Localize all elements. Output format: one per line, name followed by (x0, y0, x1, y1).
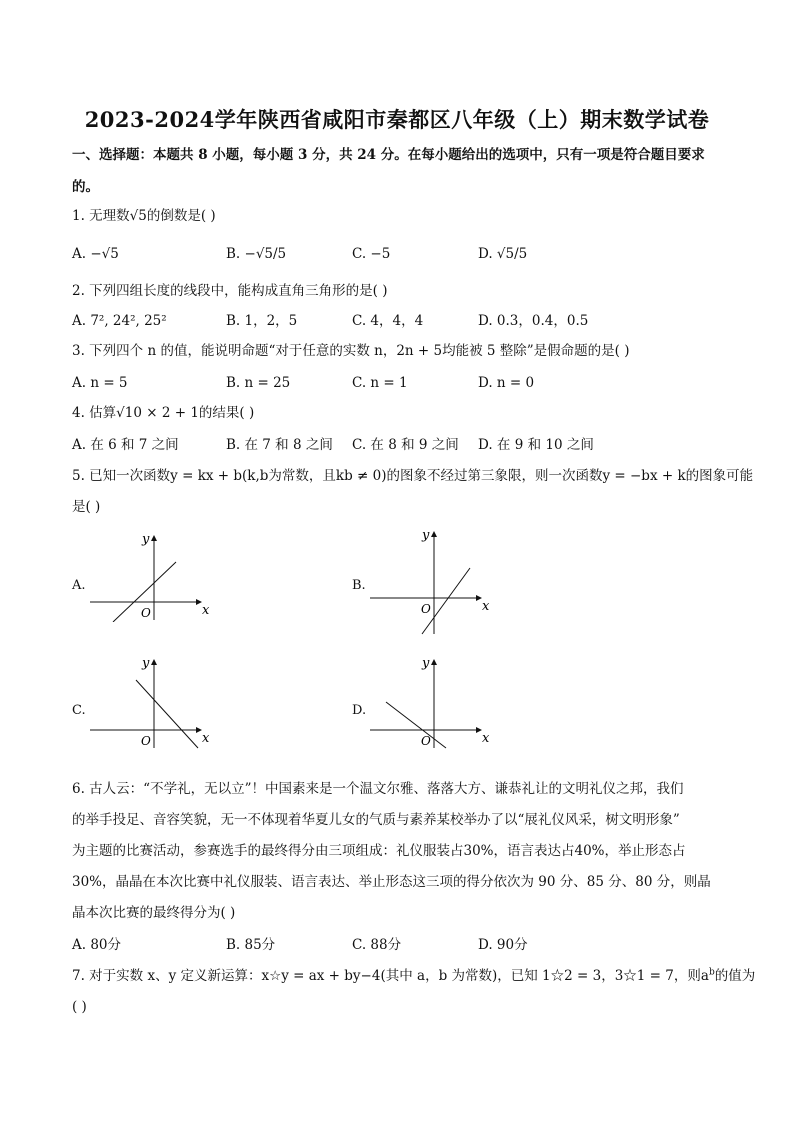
exponent-b: b (708, 967, 715, 978)
question-7-text: 7. 对于实数 x、y 定义新运算：x☆y = ax + by−4(其中 a，b 为常数)，已知 1☆2 = 3，3☆1 = 7，则a (72, 968, 709, 984)
q6-option-b: B. 85分 (226, 937, 276, 953)
y-axis-label: y (422, 528, 430, 543)
q4-option-b: B. 在 7 和 8 之间 (226, 437, 333, 453)
q6-option-c: C. 88分 (352, 937, 402, 953)
origin-label: O (421, 734, 431, 748)
graph-b (366, 526, 506, 636)
graph-a-label: A. (72, 578, 86, 593)
q2-option-c: C. 4，4，4 (352, 313, 424, 329)
origin-label: O (141, 734, 151, 748)
origin-label: O (421, 602, 431, 616)
q4-option-a: A. 在 6 和 7 之间 (72, 437, 179, 453)
question-6-line-3: 为主题的比赛活动，参赛选手的最终得分由三项组成：礼仪服装占30%，语言表达占40%，举止形态占 (72, 843, 686, 859)
question-7-stem (72, 967, 755, 985)
question-5-stem-cont: 是( ) (72, 499, 101, 515)
question-4-stem: 4. 估算√10 × 2 + 1的结果( ) (72, 405, 255, 421)
q4-option-d: D. 在 9 和 10 之间 (478, 437, 594, 453)
q1-option-d: D. √5/5 (478, 246, 528, 262)
graph-d-label: D. (352, 703, 367, 718)
graph-c (86, 654, 226, 750)
x-axis-label: x (202, 731, 210, 746)
page-title: 2023-2024学年陕西省咸阳市秦都区八年级（上）期末数学试卷 (84, 107, 710, 132)
q3-option-a: A. n = 5 (72, 375, 128, 391)
x-axis-label: x (482, 599, 490, 614)
q3-option-b: B. n = 25 (226, 375, 291, 391)
y-axis-label: y (142, 532, 150, 547)
question-1-stem: 1. 无理数√5的倒数是( ) (72, 208, 216, 224)
function-line (422, 568, 470, 634)
origin-label: O (141, 606, 151, 620)
graph-c-label: C. (72, 703, 86, 718)
question-7-text-end: 的值为 (714, 968, 756, 984)
q1-option-b: B. −√5/5 (226, 246, 287, 262)
y-axis-label: y (142, 656, 150, 671)
x-axis-label: x (202, 603, 210, 618)
q4-option-c: C. 在 8 和 9 之间 (352, 437, 459, 453)
question-6-line-4: 30%，晶晶在本次比赛中礼仪服装、语言表达、举止形态这三项的得分依次为 90 分、85 分、80 分，则晶 (72, 874, 711, 890)
question-6-line-5: 晶本次比赛的最终得分为( ) (72, 905, 236, 921)
q3-option-c: C. n = 1 (352, 375, 408, 391)
q6-option-d: D. 90分 (478, 937, 528, 953)
function-line (386, 702, 446, 748)
question-6-line-1: 6. 古人云：“不学礼，无以立”！中国素来是一个温文尔雅、落落大方、谦恭礼让的文明礼仪之邦，我们 (72, 781, 684, 797)
q1-option-a: A. −√5 (72, 246, 119, 262)
q1-option-c: C. −5 (352, 246, 391, 262)
q2-option-b: B. 1，2，5 (226, 313, 298, 329)
section-heading: 一、选择题：本题共 8 小题，每小题 3 分，共 24 分。在每小题给出的选项中，只有一项是符合题目要求 (72, 147, 705, 163)
x-axis-label: x (482, 731, 490, 746)
y-axis-label: y (422, 656, 430, 671)
graph-b-label: B. (352, 578, 366, 593)
graph-a (86, 530, 226, 622)
graph-d (366, 654, 506, 750)
q2-option-d: D. 0.3，0.4，0.5 (478, 313, 589, 329)
question-5-stem: 5. 已知一次函数y = kx + b(k,b为常数，且kb ≠ 0)的图象不经过第三象限，则一次函数y = −bx + k的图象可能 (72, 468, 754, 484)
question-2-stem: 2. 下列四组长度的线段中，能构成直角三角形的是( ) (72, 283, 388, 299)
q3-option-d: D. n = 0 (478, 375, 535, 391)
q6-option-a: A. 80分 (72, 937, 122, 953)
section-heading-cont: 的。 (72, 179, 99, 195)
question-3-stem: 3. 下列四个 n 的值，能说明命题“对于任意的实数 n，2n + 5均能被 5 整除”是假命题的是( ) (72, 343, 630, 359)
q2-option-a: A. 7², 24², 25² (72, 313, 167, 329)
question-6-line-2: 的举手投足、音容笑貌，无一不体现着华夏儿女的气质与素养某校举办了以“展礼仪风采，树文明形象” (72, 812, 680, 828)
question-7-stem-cont: ( ) (72, 999, 87, 1015)
